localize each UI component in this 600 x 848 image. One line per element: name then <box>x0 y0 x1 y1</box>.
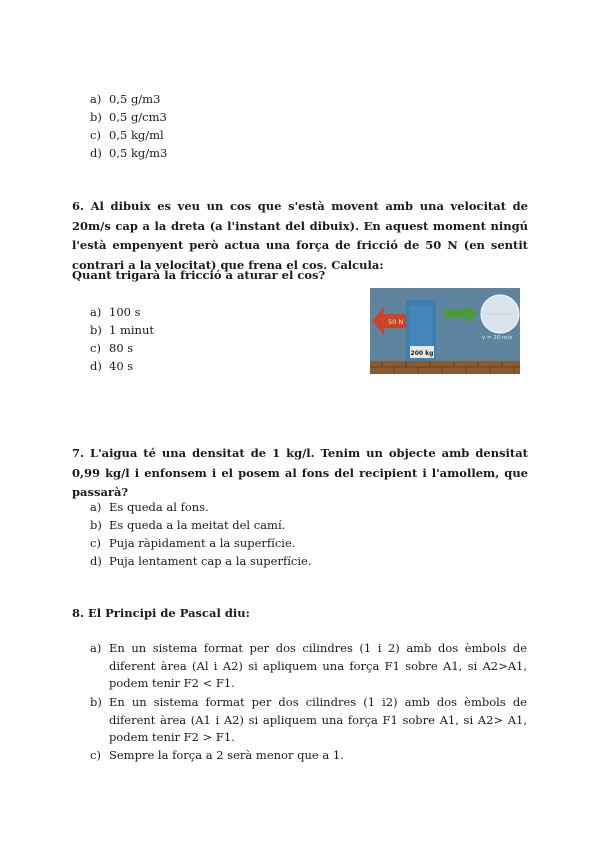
friction-label: 50 N <box>388 318 404 326</box>
option-label: c) <box>90 748 101 762</box>
option-text: En un sistema format per dos cilindres (1 i2) amb dos èmbols de diferent àrea (A1 i A2) si apliquem una força F1 sobre A1, si A2> A1, podem tenir F2 > F1. <box>109 695 527 744</box>
option-label: d) <box>90 146 102 160</box>
friction-figure <box>370 288 520 374</box>
q7-option-c <box>90 534 295 552</box>
option-text: 100 s <box>109 305 141 319</box>
q5-option-a <box>90 90 160 108</box>
option-label: c) <box>90 341 101 355</box>
option-text: 0,5 g/m3 <box>109 92 161 106</box>
q7-text: 7. L'aigua té una densitat de 1 kg/l. Tenim un objecte amb densitat 0,99 kg/l i enfonsem i el posem al fons del recipient i l'amollem, que passarà? <box>72 446 528 499</box>
option-label: b) <box>90 518 102 532</box>
q8-option-b <box>90 694 527 747</box>
option-label: a) <box>90 641 102 655</box>
q6-text: 6. Al dibuix es veu un cos que s'està movent amb una velocitat de 20m/s cap a la dreta (a l'instant del dibuix). En aquest moment ningú l'està empenyent però actua una força de fricció de 50 N (en sentit contrari a la velocitat) que frena el cos. Calcula: <box>72 199 528 272</box>
option-label: c) <box>90 128 101 142</box>
floor <box>370 361 520 374</box>
option-text: Puja ràpidament a la superfície. <box>109 536 296 550</box>
option-label: d) <box>90 554 102 568</box>
option-label: a) <box>90 92 102 106</box>
option-label: a) <box>90 500 102 514</box>
option-label: c) <box>90 536 101 550</box>
q5-option-d <box>90 144 167 162</box>
option-label: a) <box>90 305 102 319</box>
q6-option-b <box>90 321 154 339</box>
box-highlight <box>410 306 432 346</box>
option-label: b) <box>90 695 102 709</box>
option-text: Es queda al fons. <box>109 500 209 514</box>
option-text: 0,5 g/cm3 <box>109 110 167 124</box>
q5-option-c <box>90 126 164 144</box>
option-text: En un sistema format per dos cilindres (1 i 2) amb dos èmbols de diferent àrea (Al i A2) si apliquem una força F1 sobre A1, si A2>A1, podem tenir F2 < F1. <box>109 641 527 690</box>
option-text: 40 s <box>109 359 134 373</box>
q8-option-a <box>90 640 527 693</box>
option-text: 80 s <box>109 341 134 355</box>
velocity-label: v = 20 m/s <box>481 335 513 341</box>
q8-text: 8. El Principi de Pascal diu: <box>72 606 250 620</box>
q7-option-b <box>90 516 285 534</box>
option-text: Sempre la força a 2 serà menor que a 1. <box>109 748 344 762</box>
option-text: 0,5 kg/ml <box>109 128 164 142</box>
q7-option-d <box>90 552 312 570</box>
q5-option-b <box>90 108 167 126</box>
q6-question: Quant trigarà la fricció a aturar el cos? <box>72 268 326 282</box>
q6-option-a <box>90 303 141 321</box>
option-text: 0,5 kg/m3 <box>109 146 168 160</box>
q8-option-c <box>90 747 527 765</box>
q6-option-c <box>90 339 133 357</box>
q7-option-a <box>90 498 209 516</box>
option-label: d) <box>90 359 102 373</box>
option-text: Puja lentament cap a la superfície. <box>109 554 312 568</box>
mass-label: 200 kg <box>410 350 434 357</box>
option-text: Es queda a la meitat del camí. <box>109 518 286 532</box>
option-text: 1 minut <box>109 323 154 337</box>
option-label: b) <box>90 110 102 124</box>
option-label: b) <box>90 323 102 337</box>
q6-option-d <box>90 357 133 375</box>
